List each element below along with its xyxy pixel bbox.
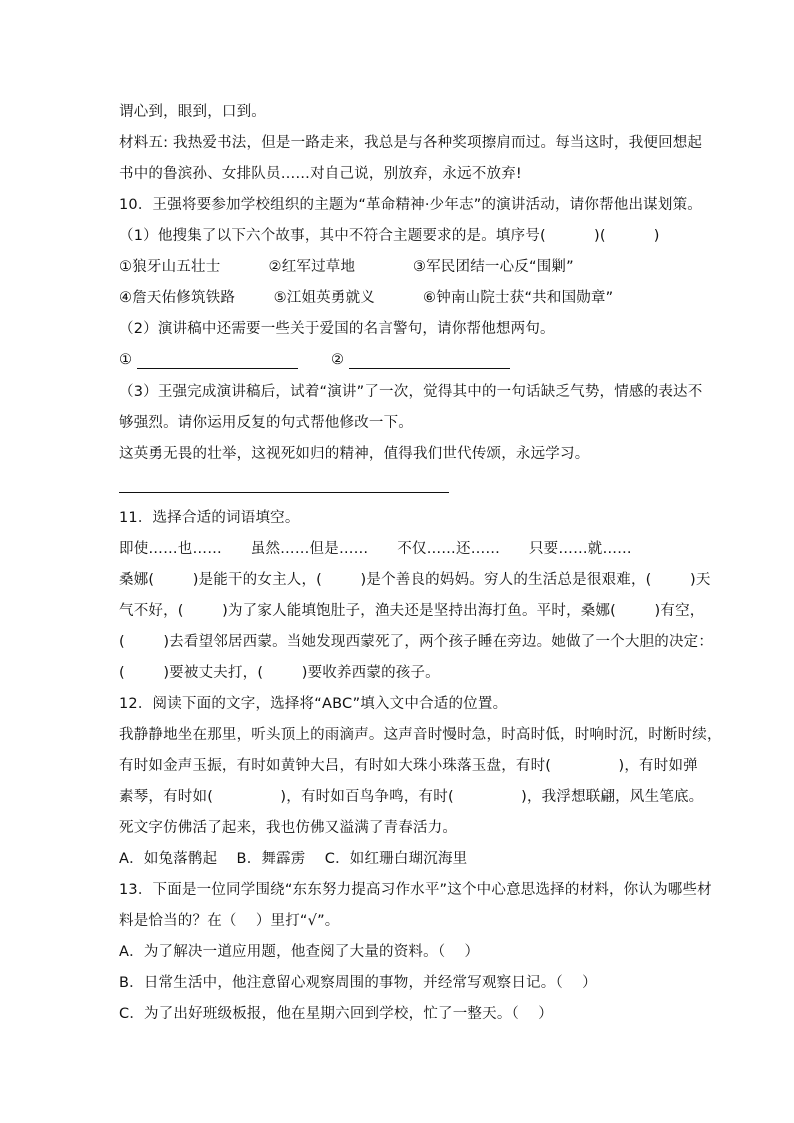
choice-options: A．如兔落鹘起 B．舞霹雳 C．如红珊白瑚沉海里 bbox=[119, 851, 468, 867]
answer-label-2: ② bbox=[331, 352, 345, 368]
text-line: （1）他搜集了以下六个故事，其中不符合主题要求的是。填序号( )( ) bbox=[119, 228, 660, 244]
text-line: 气不好，( )为了家人能填饱肚子，渔夫还是坚持出海打鱼。平时，桑娜( )有空， bbox=[119, 603, 705, 619]
text-line: 桑娜( )是能干的女主人，( )是个善良的妈妈。穷人的生活总是很艰难，( )天 bbox=[119, 572, 711, 588]
answer-blank-2[interactable] bbox=[349, 368, 510, 369]
text-line: 够强烈。请你运用反复的句式帮他修改一下。 bbox=[119, 415, 413, 431]
text-line: 我静静地坐在那里，听头顶上的雨滴声。这声音时慢时急，时高时低，时响时沉，时断时续， bbox=[119, 727, 722, 743]
answer-blank-1[interactable] bbox=[137, 368, 298, 369]
option-c: C．为了出好班级板报，他在星期六回到学校，忙了一整天。（ ） bbox=[119, 1006, 553, 1022]
text-line: （3）王强完成演讲稿后，试着“演讲”了一次，觉得其中的一句话缺乏气势，情感的表达不 bbox=[119, 384, 703, 400]
text-line: 这英勇无畏的壮举，这视死如归的精神，值得我们世代传颂，永远学习。 bbox=[119, 446, 590, 462]
option-row: ④詹天佑修筑铁路 ⑤江姐英勇就义 ⑥钟南山院士获“共和国勋章” bbox=[119, 290, 614, 306]
answer-blank-3[interactable] bbox=[119, 492, 449, 493]
answer-label-1: ① bbox=[119, 352, 133, 368]
option-row: ①狼牙山五壮士 ②红军过草地 ③军民团结一心反“围剿” bbox=[119, 259, 574, 275]
question-10-title: 10．王强将要参加学校组织的主题为“革命精神·少年志”的演讲活动，请你帮他出谋划策。 bbox=[119, 197, 702, 213]
text-line: 谓心到，眼到，口到。 bbox=[119, 104, 266, 120]
option-b: B．日常生活中，他注意留心观察周围的事物，并经常写观察日记。（ ） bbox=[119, 975, 597, 991]
text-line: （2）演讲稿中还需要一些关于爱国的名言警句，请你帮他想两句。 bbox=[119, 321, 555, 337]
word-options: 即使……也…… 虽然……但是…… 不仅……还…… 只要……就…… bbox=[119, 541, 632, 557]
text-line: 素琴，有时如( )，有时如百鸟争鸣，有时( )，我浮想联翩，风生笔底。 bbox=[119, 789, 704, 805]
question-13-title: 13．下面是一位同学围绕“东东努力提高习作水平”这个中心意思选择的材料，你认为哪些材 bbox=[119, 882, 712, 898]
text-line: 料是恰当的？在（ ）里打“√”。 bbox=[119, 913, 340, 929]
text-line: 死文字仿佛活了起来，我也仿佛又溢满了青春活力。 bbox=[119, 820, 458, 836]
question-11-title: 11．选择合适的词语填空。 bbox=[119, 510, 300, 526]
text-line: 有时如金声玉振，有时如黄钟大吕，有时如大珠小珠落玉盘，有时( )，有时如弹 bbox=[119, 758, 698, 774]
text-line: 材料五: 我热爱书法，但是一路走来，我总是与各种奖项擦肩而过。每当这时，我便回想起 bbox=[119, 135, 703, 151]
text-line: ( )要被丈夫打，( )要收养西蒙的孩子。 bbox=[119, 665, 440, 681]
text-line: 书中的鲁滨孙、女排队员……对自己说，别放弃，永远不放弃! bbox=[119, 166, 522, 182]
option-a: A．为了解决一道应用题，他查阅了大量的资料。（ ） bbox=[119, 944, 480, 960]
question-12-title: 12．阅读下面的文字，选择将“ABC”填入文中合适的位置。 bbox=[119, 696, 508, 712]
text-line: ( )去看望邻居西蒙。当她发现西蒙死了，两个孩子睡在旁边。她做了一个大胆的决定： bbox=[119, 634, 714, 650]
